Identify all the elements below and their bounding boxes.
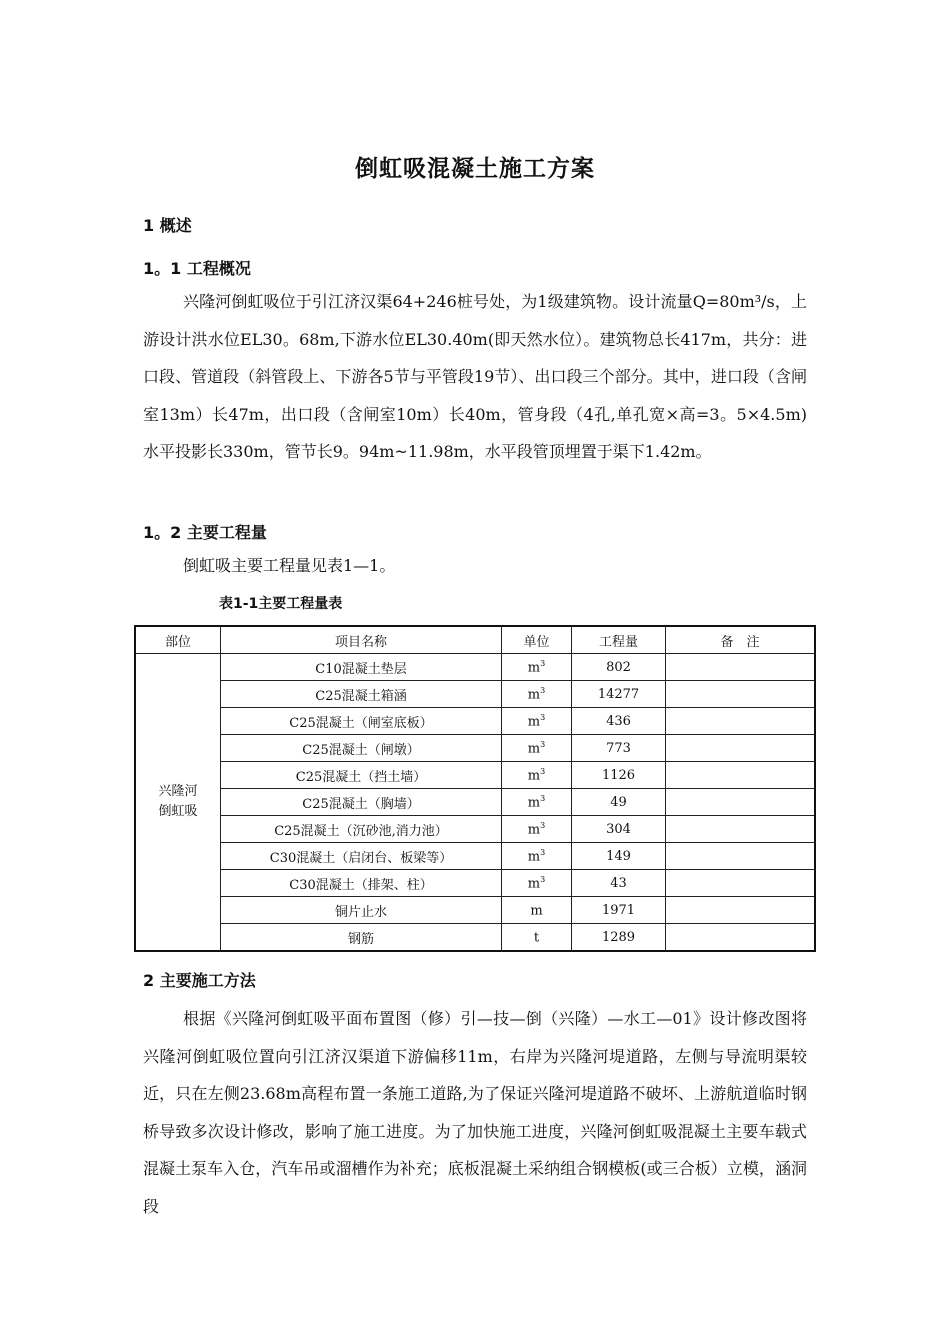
item-quantity: 773 <box>572 735 666 762</box>
table-row <box>135 681 815 708</box>
item-unit: $m^3$ <box>502 735 572 762</box>
item-remarks <box>666 870 816 897</box>
item-name: C25混凝土（沉砂池,消力池） <box>221 816 502 843</box>
table-body <box>135 654 815 952</box>
table-row <box>135 708 815 735</box>
item-remarks <box>666 897 816 924</box>
item-remarks <box>666 762 816 789</box>
header-quantity: 工程量 <box>572 626 666 654</box>
paragraph-construction-method: 根据《兴隆河倒虹吸平面布置图（修）引—技—倒（兴隆）—水工—01》设计修改图将兴隆河倒虹吸位置向引江济汉渠道下游偏移11m，右岸为兴隆河堤道路，左侧与导流明渠较近，只在左侧23.68m高程布置一条施工道路,为了保证兴隆河堤道路不破坏、上游航道临时钢桥导致多次设计修改，影响了施工进度。为了加快施工进度，兴隆河倒虹吸混凝土主要车载式混凝土泵车入仓，汽车吊或溜槽作为补充；底板混凝土采纳组合钢模板(或三合板）立模，涵洞段 <box>143 1009 807 1216</box>
item-remarks <box>666 789 816 816</box>
table-row <box>135 843 815 870</box>
section-1-2-heading: 1。2 主要工程量 <box>143 523 267 542</box>
item-quantity: 436 <box>572 708 666 735</box>
item-name: C10混凝土垫层 <box>221 654 502 681</box>
item-quantity: 1126 <box>572 762 666 789</box>
item-unit: $m^3$ <box>502 654 572 681</box>
table-row <box>135 870 815 897</box>
item-name: C30混凝土（启闭台、板梁等） <box>221 843 502 870</box>
section-2-heading: 2 主要施工方法 <box>143 971 256 990</box>
item-quantity: 1289 <box>572 924 666 952</box>
quantities-table <box>134 625 816 952</box>
item-remarks <box>666 708 816 735</box>
table-row <box>135 735 815 762</box>
table-row <box>135 654 815 681</box>
item-unit: $m^3$ <box>502 816 572 843</box>
header-remarks: 备 注 <box>666 626 816 654</box>
table-header-row <box>135 626 815 654</box>
header-location: 部位 <box>135 626 221 654</box>
section-1-heading: 1 概述 <box>143 216 192 235</box>
item-name: C30混凝土（排架、柱） <box>221 870 502 897</box>
item-remarks <box>666 681 816 708</box>
item-name: C25混凝土（闸墩） <box>221 735 502 762</box>
item-name: C25混凝土（胸墙） <box>221 789 502 816</box>
item-remarks <box>666 816 816 843</box>
document-title: 倒虹吸混凝土施工方案 <box>355 156 595 182</box>
table-row <box>135 897 815 924</box>
table-row <box>135 762 815 789</box>
item-quantity: 802 <box>572 654 666 681</box>
location-line-1: 兴隆河 <box>158 784 198 799</box>
header-unit: 单位 <box>502 626 572 654</box>
item-unit: t <box>502 924 572 952</box>
item-unit: $m^3$ <box>502 789 572 816</box>
item-name: C25混凝土（闸室底板） <box>221 708 502 735</box>
item-unit: $m^3$ <box>502 681 572 708</box>
table-row <box>135 816 815 843</box>
item-quantity: 149 <box>572 843 666 870</box>
location-line-2: 倒虹吸 <box>158 804 198 819</box>
table-row <box>135 789 815 816</box>
table-caption: 表1-1主要工程量表 <box>219 596 343 612</box>
location-cell <box>135 654 221 952</box>
table-row <box>135 924 815 952</box>
item-name: 钢筋 <box>221 924 502 952</box>
item-quantity: 49 <box>572 789 666 816</box>
paragraph-overview: 兴隆河倒虹吸位于引江济汉渠64+246桩号处，为1级建筑物。设计流量Q=80m³/s，上游设计洪水位EL30。68m,下游水位EL30.40m(即天然水位）。建筑物总长417m，共分：进口段、管道段（斜管段上、下游各5节与平管段19节）、出口段三个部分。其中，进口段（含闸室13m）长47m，出口段（含闸室10m）长40m，管身段（4孔,单孔宽×高=3。5×4.5m)水平投影长330m，管节长9。94m~11.98m，水平段管顶埋置于渠下1.42m。 <box>143 292 807 461</box>
item-remarks <box>666 924 816 952</box>
header-item: 项目名称 <box>221 626 502 654</box>
item-quantity: 1971 <box>572 897 666 924</box>
item-name: C25混凝土箱涵 <box>221 681 502 708</box>
item-unit: m <box>502 897 572 924</box>
item-unit: $m^3$ <box>502 870 572 897</box>
section-1-1-heading: 1。1 工程概况 <box>143 259 251 278</box>
item-remarks <box>666 843 816 870</box>
item-unit: $m^3$ <box>502 843 572 870</box>
item-quantity: 43 <box>572 870 666 897</box>
item-unit: $m^3$ <box>502 762 572 789</box>
item-remarks <box>666 654 816 681</box>
item-name: 铜片止水 <box>221 897 502 924</box>
item-name: C25混凝土（挡土墙） <box>221 762 502 789</box>
item-remarks <box>666 735 816 762</box>
item-quantity: 14277 <box>572 681 666 708</box>
item-quantity: 304 <box>572 816 666 843</box>
item-unit: $m^3$ <box>502 708 572 735</box>
paragraph-quantities: 倒虹吸主要工程量见表1—1。 <box>183 556 396 575</box>
